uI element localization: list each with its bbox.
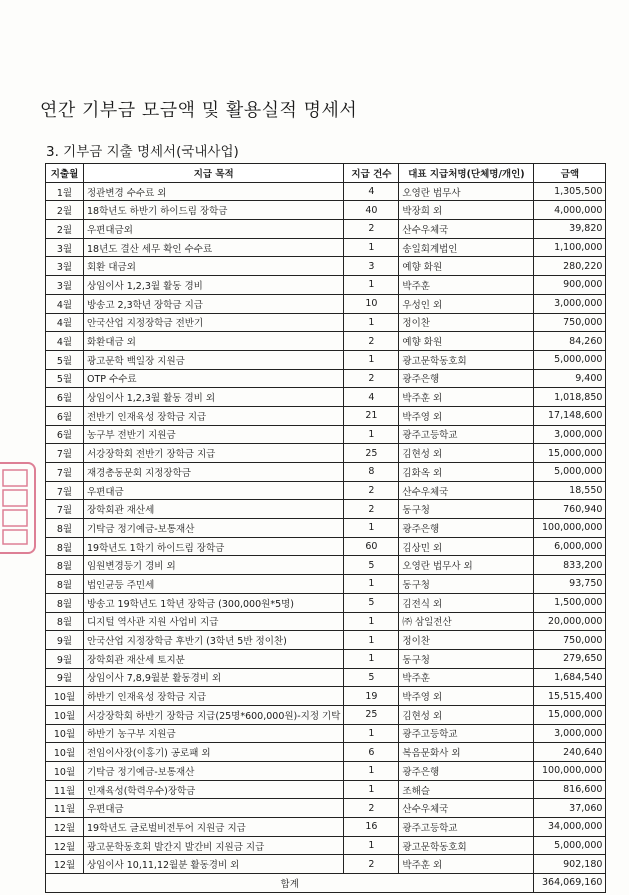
cell-recipient: 박주영 외 [399, 687, 534, 706]
cell-count: 3 [344, 257, 399, 276]
cell-recipient: 오영란 법무사 [399, 182, 534, 201]
cell-amount: 5,000,000 [534, 350, 606, 369]
cell-purpose: 우편대금 [84, 799, 344, 818]
cell-purpose: 디지털 역사관 지원 사업비 지급 [84, 612, 344, 631]
cell-month: 12월 [46, 836, 84, 855]
cell-purpose: 안국산업 지정장학금 전반기 [84, 313, 344, 332]
cell-purpose: 기탁금 정기예금-보통재산 [84, 762, 344, 781]
cell-count: 1 [344, 313, 399, 332]
cell-amount: 5,000,000 [534, 463, 606, 482]
table-row [46, 519, 606, 538]
cell-recipient: 광주고등학교 [399, 818, 534, 837]
cell-count: 2 [344, 481, 399, 500]
cell-month: 6월 [46, 406, 84, 425]
cell-month: 10월 [46, 743, 84, 762]
cell-month: 2월 [46, 201, 84, 220]
table-row [46, 612, 606, 631]
cell-purpose: 우편대금외 [84, 220, 344, 239]
table-row [46, 369, 606, 388]
table-row [46, 220, 606, 239]
cell-amount: 15,000,000 [534, 444, 606, 463]
cell-recipient: 김화옥 외 [399, 463, 534, 482]
table-row [46, 818, 606, 837]
table-row [46, 350, 606, 369]
cell-amount: 84,260 [534, 332, 606, 351]
cell-count: 4 [344, 182, 399, 201]
cell-month: 11월 [46, 799, 84, 818]
cell-recipient: 오영란 법무사 외 [399, 556, 534, 575]
cell-amount: 900,000 [534, 276, 606, 295]
cell-amount: 39,820 [534, 220, 606, 239]
cell-month: 4월 [46, 294, 84, 313]
cell-recipient: 조해슬 [399, 780, 534, 799]
table-row [46, 687, 606, 706]
cell-purpose: 화환대금 외 [84, 332, 344, 351]
cell-amount: 240,640 [534, 743, 606, 762]
table-row [46, 238, 606, 257]
cell-amount: 37,060 [534, 799, 606, 818]
header-amount: 금액 [534, 164, 606, 183]
cell-recipient: 김상민 외 [399, 537, 534, 556]
cell-amount: 15,515,400 [534, 687, 606, 706]
cell-purpose: 상임이사 1,2,3월 활동 경비 외 [84, 388, 344, 407]
cell-recipient: 김전식 외 [399, 593, 534, 612]
table-row [46, 649, 606, 668]
cell-recipient: 정이찬 [399, 313, 534, 332]
cell-purpose: 전반기 인재육성 장학금 지급 [84, 406, 344, 425]
cell-recipient: 박주영 외 [399, 406, 534, 425]
cell-recipient: 박주훈 외 [399, 388, 534, 407]
cell-amount: 1,100,000 [534, 238, 606, 257]
cell-month: 11월 [46, 780, 84, 799]
cell-recipient: 동구청 [399, 649, 534, 668]
cell-month: 9월 [46, 631, 84, 650]
table-row [46, 463, 606, 482]
cell-count: 5 [344, 556, 399, 575]
cell-count: 16 [344, 818, 399, 837]
header-recipient: 대표 지급처명(단체명/개인) [399, 164, 534, 183]
table-row [46, 836, 606, 855]
cell-count: 1 [344, 762, 399, 781]
cell-recipient: 광고문학동호회 [399, 350, 534, 369]
cell-amount: 833,200 [534, 556, 606, 575]
cell-amount: 93,750 [534, 575, 606, 594]
cell-count: 1 [344, 780, 399, 799]
cell-count: 1 [344, 276, 399, 295]
cell-amount: 1,684,540 [534, 668, 606, 687]
cell-amount: 15,000,000 [534, 705, 606, 724]
cell-purpose: 안국산업 지정장학금 후반기 (3학년 5반 정이찬) [84, 631, 344, 650]
cell-recipient: 복음문화사 외 [399, 743, 534, 762]
table-row [46, 481, 606, 500]
cell-purpose: 18학년도 하반기 하이드림 장학금 [84, 201, 344, 220]
cell-recipient: 박주훈 외 [399, 855, 534, 874]
cell-recipient: 광주고등학교 [399, 724, 534, 743]
cell-month: 10월 [46, 705, 84, 724]
cell-purpose: 상임이사 1,2,3월 활동 경비 [84, 276, 344, 295]
cell-amount: 280,220 [534, 257, 606, 276]
cell-month: 12월 [46, 855, 84, 874]
cell-purpose: 재경총동문회 지정장학금 [84, 463, 344, 482]
cell-purpose: 상임이사 10,11,12월분 활동경비 외 [84, 855, 344, 874]
table-row [46, 556, 606, 575]
total-value: 364,069,160 [534, 874, 606, 893]
cell-month: 2월 [46, 220, 84, 239]
cell-count: 1 [344, 612, 399, 631]
cell-purpose: 서강장학회 하반기 장학금 지급(25명*600,000원)-지정 기탁 [84, 705, 344, 724]
table-row [46, 799, 606, 818]
cell-amount: 6,000,000 [534, 537, 606, 556]
table-row [46, 593, 606, 612]
cell-purpose: 장학회관 재산세 토지분 [84, 649, 344, 668]
table-row [46, 762, 606, 781]
cell-amount: 279,650 [534, 649, 606, 668]
cell-purpose: 하반기 농구부 지원금 [84, 724, 344, 743]
table-row [46, 631, 606, 650]
cell-recipient: 산수우체국 [399, 799, 534, 818]
cell-month: 8월 [46, 612, 84, 631]
cell-month: 4월 [46, 313, 84, 332]
cell-recipient: 광고문학동호회 [399, 836, 534, 855]
cell-amount: 4,000,000 [534, 201, 606, 220]
cell-recipient: 동구청 [399, 500, 534, 519]
cell-amount: 3,000,000 [534, 294, 606, 313]
cell-purpose: 하반기 인재육성 장학금 지급 [84, 687, 344, 706]
cell-count: 1 [344, 649, 399, 668]
table-row [46, 257, 606, 276]
cell-recipient: 정이찬 [399, 631, 534, 650]
cell-count: 2 [344, 332, 399, 351]
header-count: 지급 건수 [344, 164, 399, 183]
cell-amount: 1,305,500 [534, 182, 606, 201]
cell-purpose: 장학회관 재산세 [84, 500, 344, 519]
cell-amount: 20,000,000 [534, 612, 606, 631]
cell-month: 1월 [46, 182, 84, 201]
cell-count: 2 [344, 500, 399, 519]
cell-purpose: 임원변경등기 경비 외 [84, 556, 344, 575]
cell-amount: 816,600 [534, 780, 606, 799]
cell-month: 8월 [46, 537, 84, 556]
section-title: 3. 기부금 지출 명세서(국내사업) [46, 144, 239, 160]
cell-count: 1 [344, 519, 399, 538]
cell-recipient: 광주고등학교 [399, 425, 534, 444]
cell-purpose: 방송고 2,3학년 장학금 지급 [84, 294, 344, 313]
cell-month: 6월 [46, 388, 84, 407]
table-row [46, 855, 606, 874]
cell-amount: 100,000,000 [534, 519, 606, 538]
cell-amount: 902,180 [534, 855, 606, 874]
cell-month: 5월 [46, 369, 84, 388]
cell-recipient: 광주은행 [399, 762, 534, 781]
cell-purpose: 18년도 결산 세무 확인 수수료 [84, 238, 344, 257]
cell-amount: 3,000,000 [534, 724, 606, 743]
cell-count: 25 [344, 444, 399, 463]
cell-recipient: 송일회계법인 [399, 238, 534, 257]
cell-count: 4 [344, 388, 399, 407]
cell-count: 19 [344, 687, 399, 706]
header-month: 지출월 [46, 164, 84, 183]
cell-month: 6월 [46, 425, 84, 444]
cell-recipient: 예향 화원 [399, 257, 534, 276]
cell-recipient: 산수우체국 [399, 220, 534, 239]
seal-stamp [0, 462, 36, 554]
header-purpose: 지급 목적 [84, 164, 344, 183]
cell-amount: 1,500,000 [534, 593, 606, 612]
page-title: 연간 기부금 모금액 및 활용실적 명세서 [40, 100, 358, 121]
cell-recipient: 김현성 외 [399, 444, 534, 463]
cell-month: 7월 [46, 500, 84, 519]
expense-table [45, 163, 606, 893]
cell-amount: 17,148,600 [534, 406, 606, 425]
cell-purpose: 전임이사장(이홍기) 공로패 외 [84, 743, 344, 762]
cell-count: 1 [344, 350, 399, 369]
cell-count: 2 [344, 369, 399, 388]
cell-count: 1 [344, 425, 399, 444]
table-row [46, 444, 606, 463]
cell-month: 10월 [46, 762, 84, 781]
cell-month: 10월 [46, 687, 84, 706]
table-row [46, 575, 606, 594]
cell-amount: 750,000 [534, 313, 606, 332]
cell-amount: 9,400 [534, 369, 606, 388]
table-row [46, 201, 606, 220]
cell-recipient: 광주은행 [399, 369, 534, 388]
cell-purpose: 농구부 전반기 지원금 [84, 425, 344, 444]
cell-count: 1 [344, 575, 399, 594]
cell-month: 7월 [46, 463, 84, 482]
cell-purpose: 방송고 19학년도 1학년 장학금 (300,000원*5명) [84, 593, 344, 612]
cell-count: 6 [344, 743, 399, 762]
cell-purpose: 우편대금 [84, 481, 344, 500]
table-row [46, 276, 606, 295]
cell-purpose: 기탁금 정기예금-보통재산 [84, 519, 344, 538]
table-header-row [46, 164, 606, 183]
total-label: 합계 [46, 874, 534, 893]
cell-month: 10월 [46, 724, 84, 743]
cell-amount: 3,000,000 [534, 425, 606, 444]
cell-recipient: 박장희 외 [399, 201, 534, 220]
table-row [46, 780, 606, 799]
cell-count: 1 [344, 238, 399, 257]
cell-amount: 18,550 [534, 481, 606, 500]
cell-purpose: 서강장학회 전반기 장학금 지급 [84, 444, 344, 463]
cell-month: 3월 [46, 276, 84, 295]
total-row [46, 874, 606, 893]
cell-purpose: 정관변경 수수료 외 [84, 182, 344, 201]
table-row [46, 705, 606, 724]
cell-recipient: 광주은행 [399, 519, 534, 538]
cell-amount: 1,018,850 [534, 388, 606, 407]
cell-purpose: 회환 대금외 [84, 257, 344, 276]
cell-recipient: 동구청 [399, 575, 534, 594]
cell-count: 21 [344, 406, 399, 425]
cell-month: 7월 [46, 444, 84, 463]
cell-amount: 100,000,000 [534, 762, 606, 781]
cell-amount: 760,940 [534, 500, 606, 519]
cell-purpose: 19학년도 글로벌비전투어 지원금 지급 [84, 818, 344, 837]
cell-recipient: ㈜ 삼일전산 [399, 612, 534, 631]
cell-count: 5 [344, 668, 399, 687]
table-row [46, 388, 606, 407]
table-row [46, 406, 606, 425]
cell-month: 7월 [46, 481, 84, 500]
cell-month: 9월 [46, 668, 84, 687]
table-row [46, 500, 606, 519]
cell-amount: 750,000 [534, 631, 606, 650]
cell-count: 2 [344, 220, 399, 239]
cell-month: 12월 [46, 818, 84, 837]
cell-purpose: 법인균등 주민세 [84, 575, 344, 594]
cell-count: 1 [344, 836, 399, 855]
cell-month: 3월 [46, 238, 84, 257]
cell-purpose: 인재육성(학력우수)장학금 [84, 780, 344, 799]
cell-count: 2 [344, 799, 399, 818]
table-row [46, 724, 606, 743]
cell-count: 1 [344, 631, 399, 650]
table-row [46, 332, 606, 351]
cell-recipient: 박주훈 [399, 668, 534, 687]
cell-purpose: OTP 수수료 [84, 369, 344, 388]
cell-month: 8월 [46, 556, 84, 575]
cell-count: 40 [344, 201, 399, 220]
cell-month: 4월 [46, 332, 84, 351]
cell-purpose: 상임이사 7,8,9월분 활동경비 외 [84, 668, 344, 687]
cell-amount: 34,000,000 [534, 818, 606, 837]
table-row [46, 743, 606, 762]
cell-recipient: 예향 화원 [399, 332, 534, 351]
table-row [46, 668, 606, 687]
cell-purpose: 광고문학 백일장 지원금 [84, 350, 344, 369]
cell-count: 1 [344, 724, 399, 743]
cell-month: 8월 [46, 519, 84, 538]
cell-recipient: 김현성 외 [399, 705, 534, 724]
cell-purpose: 19학년도 1학기 하이드림 장학금 [84, 537, 344, 556]
cell-count: 10 [344, 294, 399, 313]
cell-recipient: 박주훈 [399, 276, 534, 295]
cell-month: 8월 [46, 575, 84, 594]
table-row [46, 425, 606, 444]
cell-month: 9월 [46, 649, 84, 668]
cell-count: 60 [344, 537, 399, 556]
cell-count: 2 [344, 855, 399, 874]
cell-purpose: 광고문학동호회 발간지 발간비 지원금 지급 [84, 836, 344, 855]
table-row [46, 313, 606, 332]
cell-month: 3월 [46, 257, 84, 276]
cell-recipient: 우성인 외 [399, 294, 534, 313]
cell-count: 25 [344, 705, 399, 724]
table-row [46, 182, 606, 201]
cell-count: 5 [344, 593, 399, 612]
cell-month: 5월 [46, 350, 84, 369]
cell-month: 8월 [46, 593, 84, 612]
cell-recipient: 산수우체국 [399, 481, 534, 500]
cell-count: 8 [344, 463, 399, 482]
cell-amount: 5,000,000 [534, 836, 606, 855]
table-row [46, 294, 606, 313]
table-row [46, 537, 606, 556]
